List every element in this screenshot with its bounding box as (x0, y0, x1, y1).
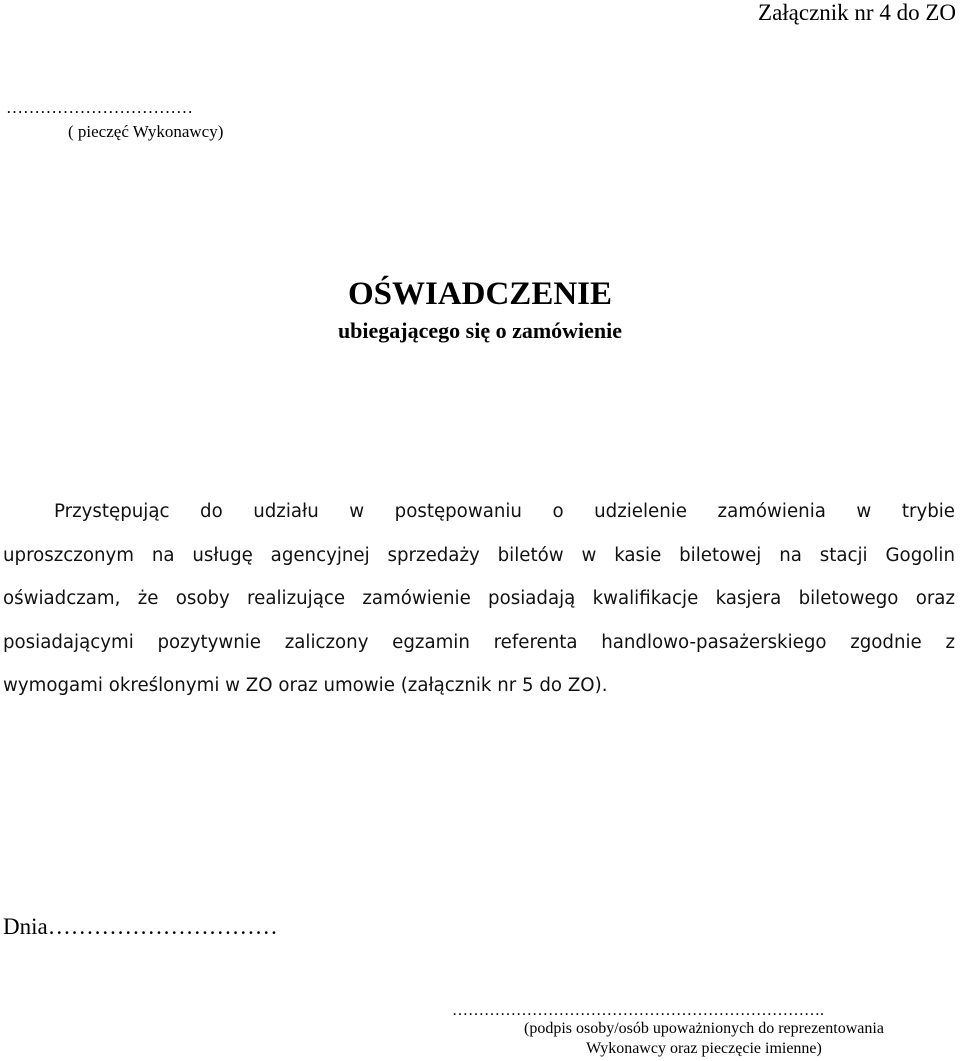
date-field: Dnia………………………… (3, 914, 278, 939)
document-title: OŚWIADCZENIE (347, 276, 613, 312)
annex-label: Załącznik nr 4 do ZO (758, 0, 956, 25)
signature-dotted-line: ……………………………………………………………. (452, 1002, 824, 1019)
body-line: oświadczam, że osoby realizujące zamówienie posiadają kwalifikacje kasjera biletowego oraz (3, 588, 955, 609)
body-line: posiadającymi pozytywnie zaliczony egzamin referenta handlowo-pasażerskiego zgodnie z (3, 631, 955, 653)
signature-label (524, 1019, 884, 1059)
body-line: uproszczonym na usługę agencyjnej sprzedaży biletów w kasie biletowej na stacji Gogolin (3, 544, 955, 566)
body-line: wymogami określonymi w ZO oraz umowie (załącznik nr 5 do ZO). (3, 675, 608, 696)
body-line: Przystępując do udziału w postępowaniu o udzielenie zamówienia w trybie (54, 501, 955, 522)
declaration-body (3, 490, 955, 708)
stamp-dotted-line: …………………………… (6, 98, 193, 117)
signature-label-line: Wykonawcy oraz pieczęcie imienne) (586, 1040, 822, 1057)
document-subtitle: ubiegającego się o zamówienie (337, 318, 623, 343)
stamp-label: ( pieczęć Wykonawcy) (68, 122, 224, 141)
signature-label-line: (podpis osoby/osób upoważnionych do reprezentowania (524, 1020, 884, 1037)
